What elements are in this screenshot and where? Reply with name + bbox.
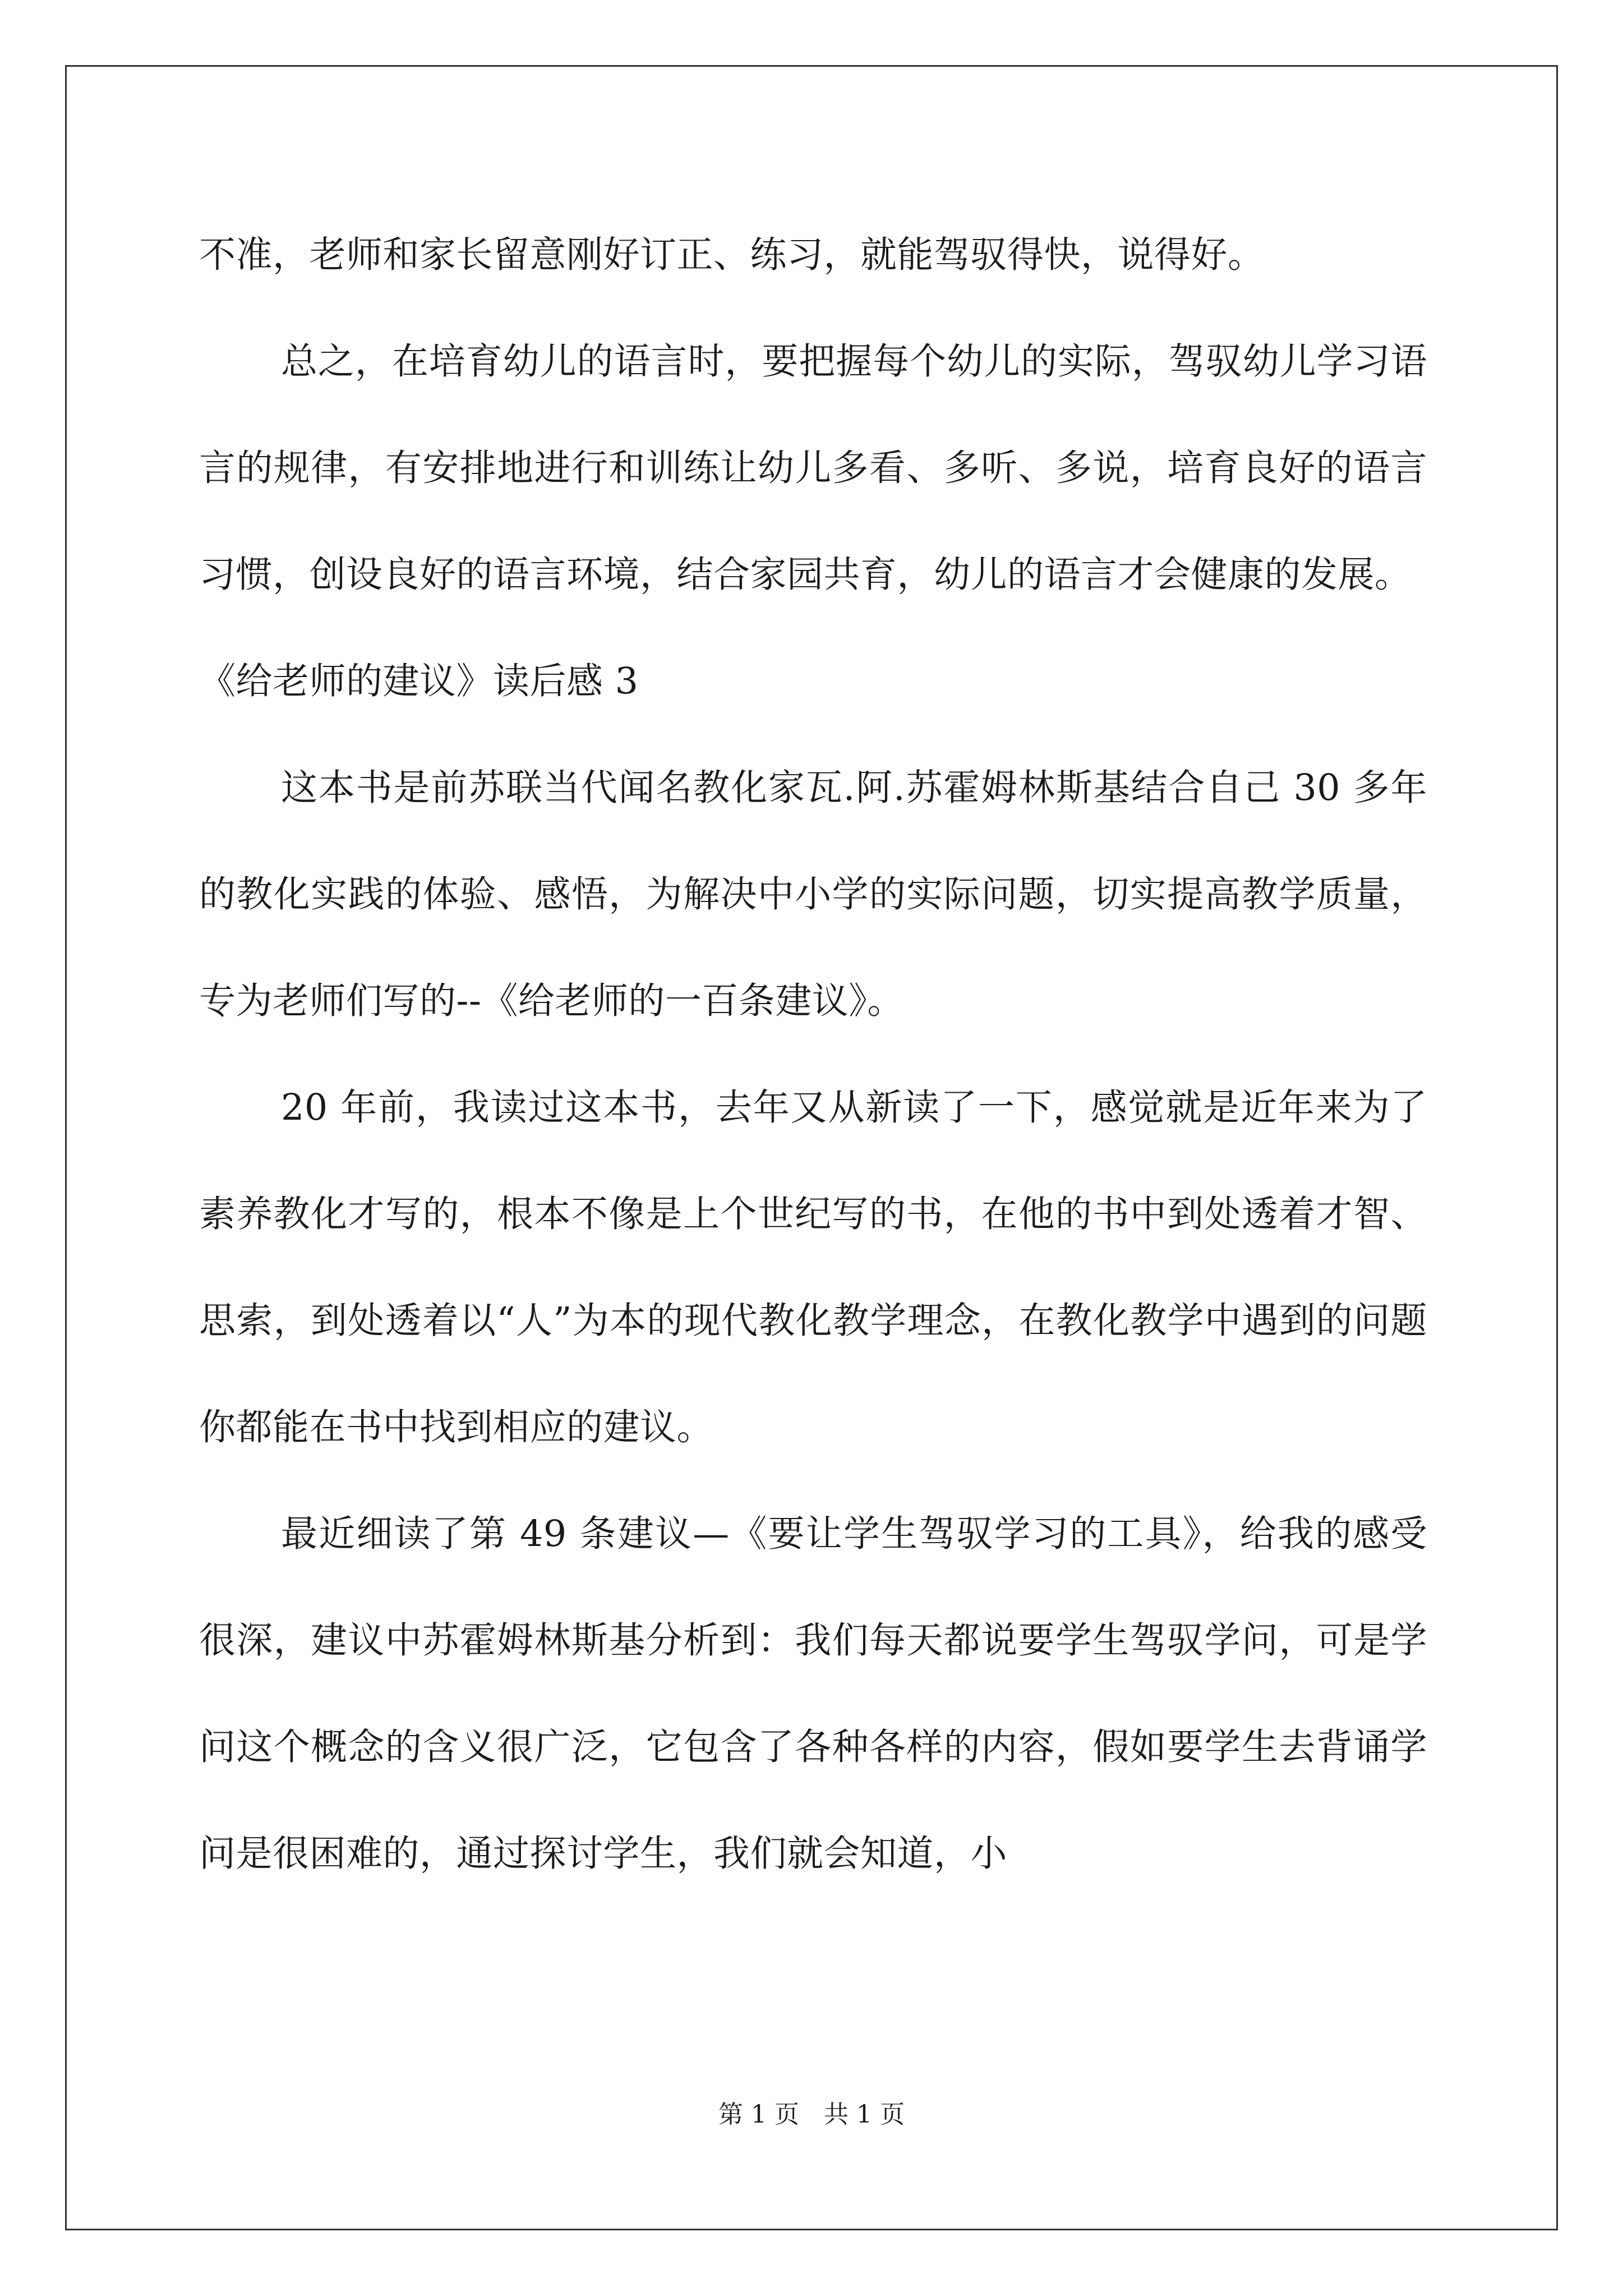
section-heading: 《给老师的建议》读后感 3 xyxy=(199,660,639,702)
paragraph-body: 总之，在培育幼儿的语言时，要把握每个幼儿的实际，驾驭幼儿学习语言的规律，有安排地进行和训练让幼儿多看、多听、多说，培育良好的语言习惯，创设良好的语言环境，结合家园共育，幼儿的语言才会健康的发展。 xyxy=(199,341,1427,596)
paragraph-continuation: 不准，老师和家长留意刚好订正、练习，就能驾驭得快，说得好。 xyxy=(199,234,1265,276)
paragraph-body: 20 年前，我读过这本书，去年又从新读了一下，感觉就是近年来为了素养教化才写的，根本不像是上个世纪写的书，在他的书中到处透着才智、思索，到处透着以“人”为本的现代教化教学理念，在教化教学中遇到的问题你都能在书中找到相应的建议。 xyxy=(199,1087,1427,1448)
paragraph-body: 这本书是前苏联当代闻名教化家瓦.阿.苏霍姆林斯基结合自己 30 多年的教化实践的体验、感悟，为解决中小学的实际问题，切实提高教学质量，专为老师们写的--《给老师的一百条建议》。 xyxy=(199,767,1427,1022)
document-body xyxy=(199,202,1427,1907)
paragraph-body: 最近细读了第 49 条建议—《要让学生驾驭学习的工具》，给我的感受很深，建议中苏霍姆林斯基分析到：我们每天都说要学生驾驭学问，可是学问这个概念的含义很广泛，它包含了各种各样的内容，假如要学生去背诵学问是很困难的，通过探讨学生，我们就会知道，小 xyxy=(199,1513,1427,1875)
page-footer: 第 1 页 共 1 页 xyxy=(718,2100,905,2129)
